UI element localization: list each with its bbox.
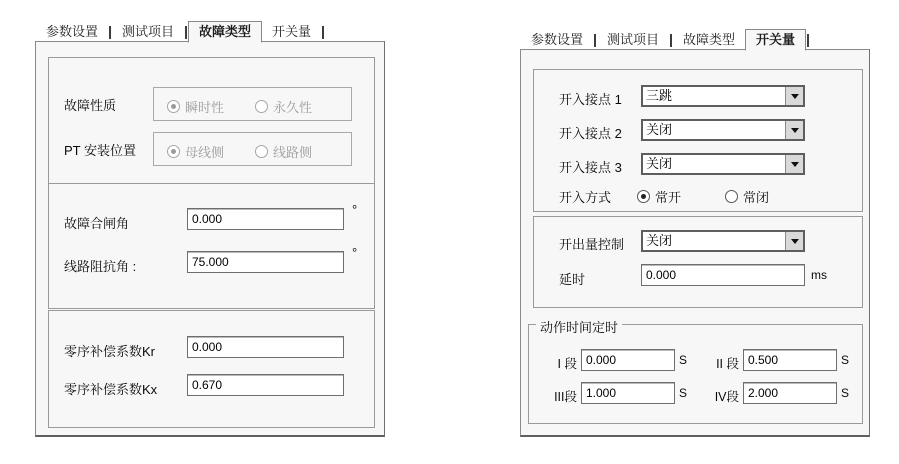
stage4-label: IV段 (714, 390, 739, 404)
output-control-combo[interactable] (641, 230, 805, 252)
radio-permanent (255, 97, 312, 116)
left-tab-bar (36, 23, 385, 42)
fault-nature-group (48, 57, 375, 184)
combo-value: 关闭 (646, 122, 673, 137)
radio-label: 线路侧 (273, 145, 313, 160)
tab-fault-type[interactable]: 故障类型 (188, 21, 262, 43)
radio-label: 常闭 (743, 190, 770, 205)
radio-instantaneous (167, 97, 224, 116)
right-tab-bar (521, 31, 870, 50)
tab-separator (594, 34, 596, 47)
stage3-unit: S (679, 386, 688, 400)
dropdown-arrow-icon[interactable] (785, 87, 803, 105)
switch-values-page (520, 49, 870, 437)
ms-unit: ms (811, 268, 827, 282)
stage1-input[interactable] (581, 349, 675, 371)
radio-label: 永久性 (273, 100, 313, 115)
radio-normally-closed[interactable] (725, 187, 769, 206)
zero-seq-kr-label: 零序补偿系数Kr (64, 344, 156, 359)
radio-normally-open[interactable] (637, 187, 681, 206)
contact-1-label: 开入接点 1 (559, 92, 622, 107)
radio-icon[interactable] (725, 190, 738, 203)
fault-nature-radio-frame (153, 87, 352, 121)
action-time-group (528, 320, 863, 424)
input-mode-label: 开入方式 (559, 190, 612, 205)
tab-switch-values[interactable]: 开关量 (272, 24, 312, 39)
combo-value: 关闭 (646, 233, 673, 248)
action-time-legend: 动作时间定时 (536, 317, 622, 336)
fault-type-dialog (35, 23, 385, 437)
output-control-label: 开出量控制 (559, 237, 625, 252)
contact-3-label: 开入接点 3 (559, 160, 622, 175)
tab-separator (185, 26, 187, 39)
tab-param-settings[interactable]: 参数设置 (46, 24, 99, 39)
radio-icon (255, 145, 268, 158)
delay-input[interactable] (641, 264, 805, 286)
stage3-input[interactable] (581, 382, 675, 404)
stage1-label: I 段 (557, 357, 577, 371)
radio-icon (167, 100, 180, 113)
radio-line-side (255, 142, 312, 161)
tab-separator (109, 26, 111, 39)
tab-test-items[interactable]: 测试项目 (607, 32, 660, 47)
stage4-input[interactable] (743, 382, 837, 404)
dropdown-arrow-icon[interactable] (785, 121, 803, 139)
zero-seq-kx-label: 零序补偿系数Kx (64, 382, 158, 397)
contact-2-label: 开入接点 2 (559, 126, 622, 141)
tab-separator (670, 34, 672, 47)
radio-icon[interactable] (637, 190, 650, 203)
tab-fault-type[interactable]: 故障类型 (683, 32, 736, 47)
zero-seq-kr-input[interactable] (187, 336, 344, 358)
radio-label: 瞬时性 (185, 100, 225, 115)
degree-unit: ° (352, 202, 358, 217)
stage2-input[interactable] (743, 349, 837, 371)
dropdown-arrow-icon[interactable] (785, 232, 803, 250)
degree-unit: ° (352, 245, 358, 260)
output-control-group (533, 216, 863, 308)
pt-position-radio-frame (153, 132, 352, 166)
line-impedance-angle-label: 线路阻抗角 : (64, 259, 137, 274)
radio-bus-side (167, 142, 224, 161)
stage4-unit: S (841, 386, 850, 400)
tab-test-items[interactable]: 测试项目 (122, 24, 175, 39)
switch-values-dialog (520, 31, 870, 437)
delay-label: 延时 (559, 272, 586, 287)
fault-nature-label: 故障性质 (64, 98, 117, 113)
stage3-label: III段 (554, 390, 577, 404)
fault-type-page (35, 41, 385, 437)
pt-position-label: PT 安装位置 (64, 143, 136, 158)
angles-group (48, 183, 375, 309)
combo-value: 关闭 (646, 156, 673, 171)
input-contacts-group (533, 69, 863, 212)
tab-switch-values[interactable]: 开关量 (745, 29, 806, 51)
contact-1-combo[interactable] (641, 85, 805, 107)
tab-separator (322, 26, 324, 39)
contact-2-combo[interactable] (641, 119, 805, 141)
radio-label: 常开 (655, 190, 682, 205)
dropdown-arrow-icon[interactable] (785, 155, 803, 173)
tab-param-settings[interactable]: 参数设置 (531, 32, 584, 47)
stage2-unit: S (841, 353, 850, 367)
zero-seq-kx-input[interactable] (187, 374, 344, 396)
fault-close-angle-input[interactable] (187, 208, 344, 230)
stage2-label: II 段 (716, 357, 739, 371)
combo-value: 三跳 (646, 88, 673, 103)
line-impedance-angle-input[interactable] (187, 251, 344, 273)
fault-close-angle-label: 故障合闸角 (64, 216, 130, 231)
radio-label: 母线侧 (185, 145, 225, 160)
radio-icon (167, 145, 180, 158)
stage1-unit: S (679, 353, 688, 367)
zero-seq-group (48, 310, 375, 428)
contact-3-combo[interactable] (641, 153, 805, 175)
tab-separator (807, 34, 809, 47)
radio-icon (255, 100, 268, 113)
